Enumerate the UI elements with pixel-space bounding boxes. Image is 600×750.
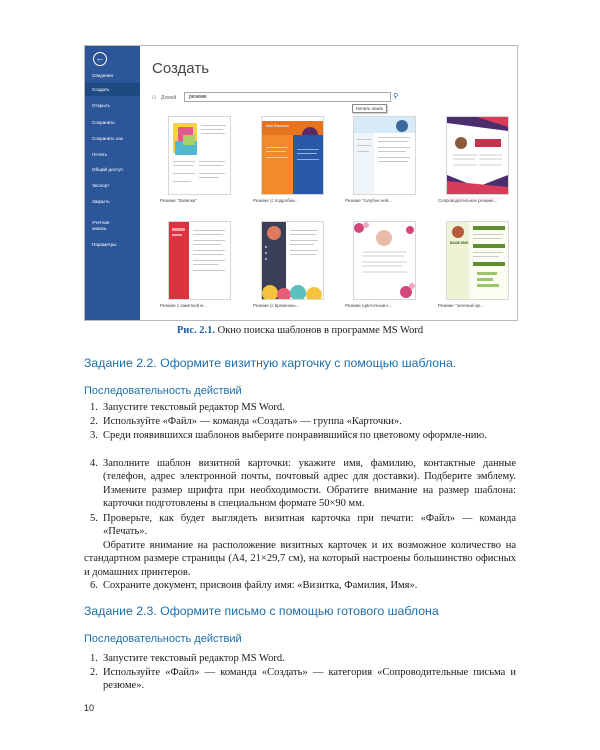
list-item: 3. Среди появившихся шаблонов выберите понравившийся по цветовому оформле-нию. xyxy=(90,430,487,441)
sidebar-item-export[interactable]: Экспорт xyxy=(92,183,110,188)
template-card[interactable] xyxy=(253,116,321,203)
template-thumbnail xyxy=(446,116,509,195)
template-caption: Резюме (с подробны... xyxy=(253,198,299,203)
sidebar-item-info[interactable]: Сведения xyxy=(92,73,113,78)
sidebar-item-new[interactable]: Создать xyxy=(85,83,140,96)
backstage-sidebar xyxy=(85,46,140,320)
step-text: Используйте «Файл» — команда «Создать» — группа «Карточки». xyxy=(103,416,402,427)
template-card[interactable] xyxy=(253,221,321,308)
list-item: 1. Запустите текстовый редактор MS Word. xyxy=(90,402,285,413)
sidebar-item-options[interactable]: Параметры xyxy=(92,242,117,247)
step-text: Запустите текстовый редактор MS Word. xyxy=(103,402,285,413)
sidebar-item-open[interactable]: Открыть xyxy=(92,103,111,108)
back-arrow-icon[interactable]: ← xyxy=(93,52,107,66)
thumbnail-name: Имя Фамилия xyxy=(266,124,289,128)
step-text: Используйте «Файл» — команда «Создать» — категория «Сопроводительные письма и резюме». xyxy=(103,667,516,692)
template-card[interactable] xyxy=(438,221,506,308)
template-caption: Резюме (с временны... xyxy=(253,303,300,308)
template-thumbnail xyxy=(168,116,231,195)
template-card[interactable] xyxy=(160,116,228,203)
list-item: 2. Используйте «Файл» — команда «Создать» — группа «Карточки». xyxy=(90,416,402,427)
template-thumbnail xyxy=(353,221,416,300)
task-2-3-sequence-heading: Последовательность действий xyxy=(84,633,242,645)
task-2-3-heading: Задание 2.3. Оформите письмо с помощью готового шаблона xyxy=(84,604,439,618)
home-link[interactable]: Домой xyxy=(161,95,177,101)
step-text: Проверьте, как будет выглядеть визитная карточка при печати: «Файл» — команда «Печать». xyxy=(103,513,516,538)
template-caption: Резюме "Записки" xyxy=(160,198,197,203)
template-thumbnail xyxy=(446,221,509,300)
template-card[interactable] xyxy=(438,116,506,203)
search-icon[interactable]: ⚲ xyxy=(393,93,399,100)
sidebar-item-save-as[interactable]: Сохранить как xyxy=(92,136,123,141)
list-item: 1. Запустите текстовый редактор MS Word. xyxy=(90,653,285,664)
home-icon[interactable]: ⌂ xyxy=(152,94,157,101)
page-number: 10 xyxy=(84,703,95,713)
step-text: Заполните шаблон визитной карточки: укажите имя, фамилию, контактные данные (телефон, адрес электронной почты, почтовый адрес для доставки). Подберите эмблему. Измените размер шрифта при необходимости. Обратите внимание на размер шаблона: карточки подготовлены в специальном формате 50×90 мм. xyxy=(103,458,516,510)
step-text: Среди появившихся шаблонов выберите понравившийся по цветовому оформле-нию. xyxy=(103,430,487,441)
search-input[interactable]: резюме xyxy=(184,92,391,102)
template-thumbnail xyxy=(261,221,324,300)
sidebar-item-close[interactable]: Закрыть xyxy=(92,199,110,204)
template-card[interactable] xyxy=(160,221,228,308)
template-caption: Сопроводительное резюме... xyxy=(438,198,498,203)
figure-label: Рис. 2.1. xyxy=(176,325,215,336)
note-paragraph: Обратите внимание на расположение визитных карточек и их возможное количество на стандартном размере страницы (А4, 21×29,7 см), на который настроены большинство офисных и домашних принтеров. xyxy=(84,540,516,578)
thumbnail-name: ВАШЕ ИМЯ xyxy=(450,241,468,245)
list-item: 5. Проверьте, как будет выглядеть визитная карточка при печати: «Файл» — команда «Печать». xyxy=(90,513,516,538)
template-thumbnail xyxy=(261,116,324,195)
list-item: 4. Заполните шаблон визитной карточки: укажите имя, фамилию, контактные данные (телефон, адрес электронной почты, почтовый адрес для доставки). Подберите эмблему. Измените размер шрифта при необходимости. Обратите внимание на размер шаблона: карточки подготовлены в специальном формате 50×90 мм. xyxy=(90,458,516,510)
figure-caption-text: Окно поиска шаблонов в программе MS Word xyxy=(217,325,424,336)
template-thumbnail xyxy=(353,116,416,195)
template-caption: Резюме "голубое ней... xyxy=(345,198,392,203)
template-thumbnail xyxy=(168,221,231,300)
search-tooltip: Начать поиск xyxy=(352,104,387,113)
sidebar-item-save[interactable]: Сохранить xyxy=(92,120,115,125)
figure-caption xyxy=(0,325,600,336)
list-item: 2. Используйте «Файл» — команда «Создать» — категория «Сопроводительные письма и резюме». xyxy=(90,667,516,692)
template-card[interactable] xyxy=(345,221,413,308)
list-item: 6. Сохраните документ, присвоив файлу имя: «Визитка, Фамилия, Имя». xyxy=(90,580,418,591)
template-card[interactable] xyxy=(345,116,413,203)
sidebar-item-share[interactable]: Общий доступ xyxy=(92,167,123,172)
page-title: Создать xyxy=(152,60,210,77)
sidebar-item-account[interactable]: Учетная запись xyxy=(92,220,110,231)
step-text: Запустите текстовый редактор MS Word. xyxy=(103,653,285,664)
task-2-2-sequence-heading: Последовательность действий xyxy=(84,385,242,397)
word-backstage-screenshot xyxy=(84,45,518,321)
task-2-2-heading: Задание 2.2. Оформите визитную карточку с помощью шаблона. xyxy=(84,356,457,370)
step-text: Сохраните документ, присвоив файлу имя: «Визитка, Фамилия, Имя». xyxy=(103,580,418,591)
backstage-main xyxy=(140,46,517,320)
template-caption: Резюме с заметкой ж... xyxy=(160,303,207,308)
template-caption: Резюме "зеленый ар... xyxy=(438,303,484,308)
template-caption: Резюме (цветочный к... xyxy=(345,303,393,308)
sidebar-item-print[interactable]: Печать xyxy=(92,152,108,157)
